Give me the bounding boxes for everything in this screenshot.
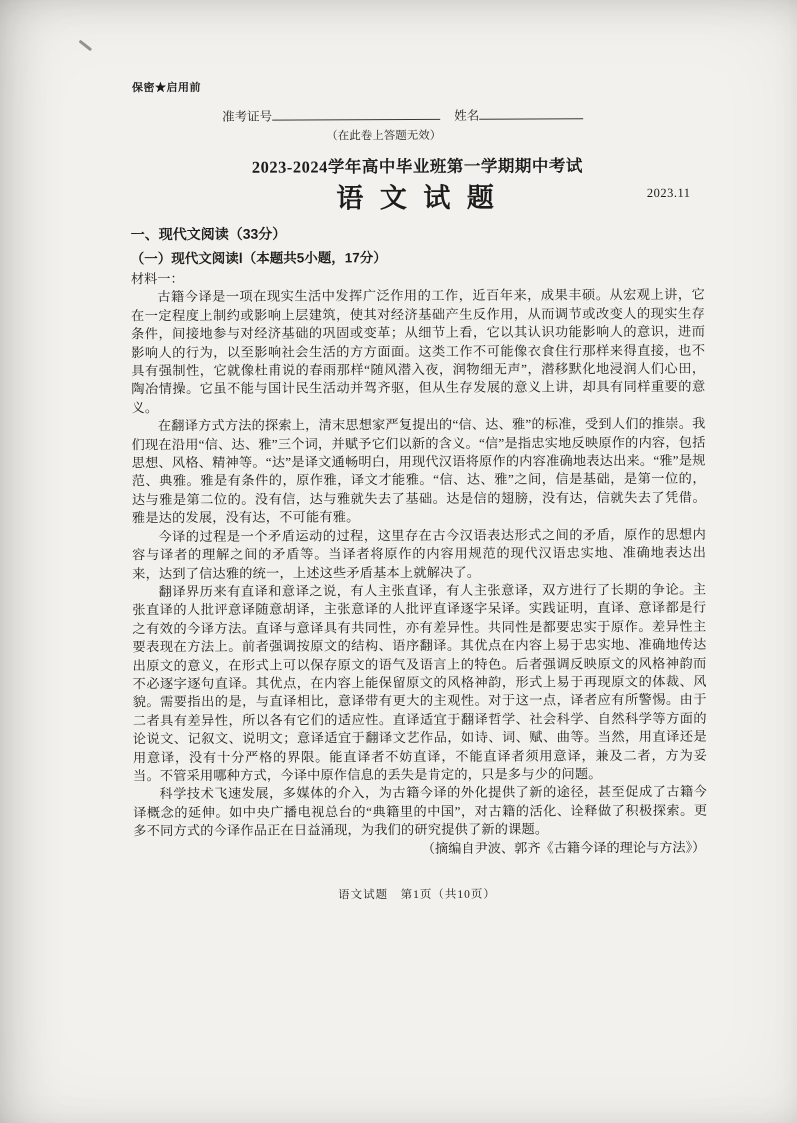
page-footer: 语文试题 第1页（共10页） — [338, 888, 496, 902]
scan-artifact-mark — [79, 40, 92, 51]
page-content — [130, 77, 707, 859]
paper-title: 语 文 试 题 — [336, 182, 499, 214]
subsection-heading: （一）现代文阅读Ⅰ（本题共5小题，17分） — [130, 250, 387, 267]
material-paragraph: 科学技术飞速发展，多媒体的介入，为古籍今译的外化提供了新的途径，甚至促成了古籍今译概念的延伸。如中央广播电视总台的“典籍里的中国”，对古籍的活化、诠释做了积极探索。更多不同方式的今译作品正在日益涌现，为我们的研究提供了新的课题。 — [133, 784, 708, 839]
exam-date: 2023.11 — [646, 185, 691, 200]
material-paragraph: 翻译界历来有直译和意译之说，有人主张直译，有人主张意译，双方进行了长期的争论。主张直译的人批评意译随意胡译，主张意译的人批评直译逐字呆译。实践证明，直译、意译都是行之有效的今译方法。直译与意译具有共同性，亦有差异性。共同性是都要忠实于原作。差异性主要表现在方法上。前者强调按原文的结构、语序翻译。其优点在内容上易于忠实地、准确地传达出原文的意义，在形式上可以保存原文的语气及语言上的特色。后者强调反映原文的风格神韵而不必逐字逐句直译。其优点，在内容上能保留原文的风格神韵，形式上易于再现原文的体裁、风貌。需要指出的是，与直译相比，意译带有更大的主观性。对于这一点，译者应有所警惕。由于二者具有差异性，所以各有它们的适应性。直译适宜于翻译哲学、社会科学、自然科学等方面的论说文、记叙文、说明文；意译适宜于翻译文艺作品，如诗、词、赋、曲等。当然，用直译还是用意译，没有十分严格的界限。能直译者不妨直译，不能直译者须用意译，兼及二者，方为妥当。不管采用哪种方式，今译中原作信息的丢失是肯定的，只是多与少的问题。 — [132, 581, 707, 784]
exam-session-title: 2023-2024学年高中毕业班第一学期期中考试 — [251, 156, 583, 177]
name-label: 姓名 — [454, 108, 480, 123]
material-label: 材料一： — [130, 271, 184, 287]
material-paragraph: 今译的过程是一个矛盾运动的过程，这里存在古今汉语表达形式之间的矛盾，原作的思想内容与译者的理解之间的矛盾等。当译者将原作的内容用规范的现代汉语忠实地、准确地表达出来，达到了信达雅的统一，上述这些矛盾基本上就解决了。 — [132, 526, 707, 581]
material-paragraph: 在翻译方式方法的探索上，清末思想家严复提出的“信、达、雅”的标准，受到人们的推崇。我们现在沿用“信、达、雅”三个词，并赋予它们以新的含义。“信”是指忠实地反映原作的内容，包括思想、风格、精神等。“达”是译文通畅明白，用现代汉语将原作的内容准确地表达出来。“雅”是规范、典雅。雅是有条件的，原作雅，译文才能雅。“信、达、雅”之间，信是基础，是第一位的，达与雅是第二位的。没有信，达与雅就失去了基础。达是信的翅膀，没有达，信就失去了凭借。雅是达的发展，没有达，不可能有雅。 — [131, 415, 706, 526]
security-notice: 保密★启用前 — [132, 81, 202, 95]
exam-no-blank — [272, 107, 440, 121]
section-heading: 一、现代文阅读（33分） — [130, 225, 287, 243]
material-paragraph: 古籍今译是一项在现实生活中发挥广泛作用的工作，近百年来，成果丰硕。从宏观上讲，它在一定程度上制约或影响上层建筑，使其对经济基础产生反作用，从而调节或改变人的现实生存条件，间接地参与对经济基础的巩固或变革；从细节上看，它以其认识功能影响人的意识，进而影响人的行为，以至影响社会生活的方方面面。这类工作不可能像衣食住行那样来得直接，也不具有强制性，它就像杜甫说的春雨那样“随风潜入夜，润物细无声”，潜移默化地浸润人们心田，陶冶情操。它虽不能与国计民生活动并驾齐驱，但从生存发展的意义上讲，却具有同样重要的意义。 — [131, 287, 706, 416]
invalid-note: （在此卷上答题无效） — [326, 129, 442, 143]
title-row — [130, 178, 704, 219]
candidate-info-row — [222, 105, 704, 125]
material-text — [131, 286, 707, 841]
name-blank — [479, 106, 583, 119]
attribution: （摘编自尹波、郭齐《古籍今译的理论与方法》） — [421, 839, 706, 856]
exam-no-label: 准考证号 — [222, 109, 273, 124]
